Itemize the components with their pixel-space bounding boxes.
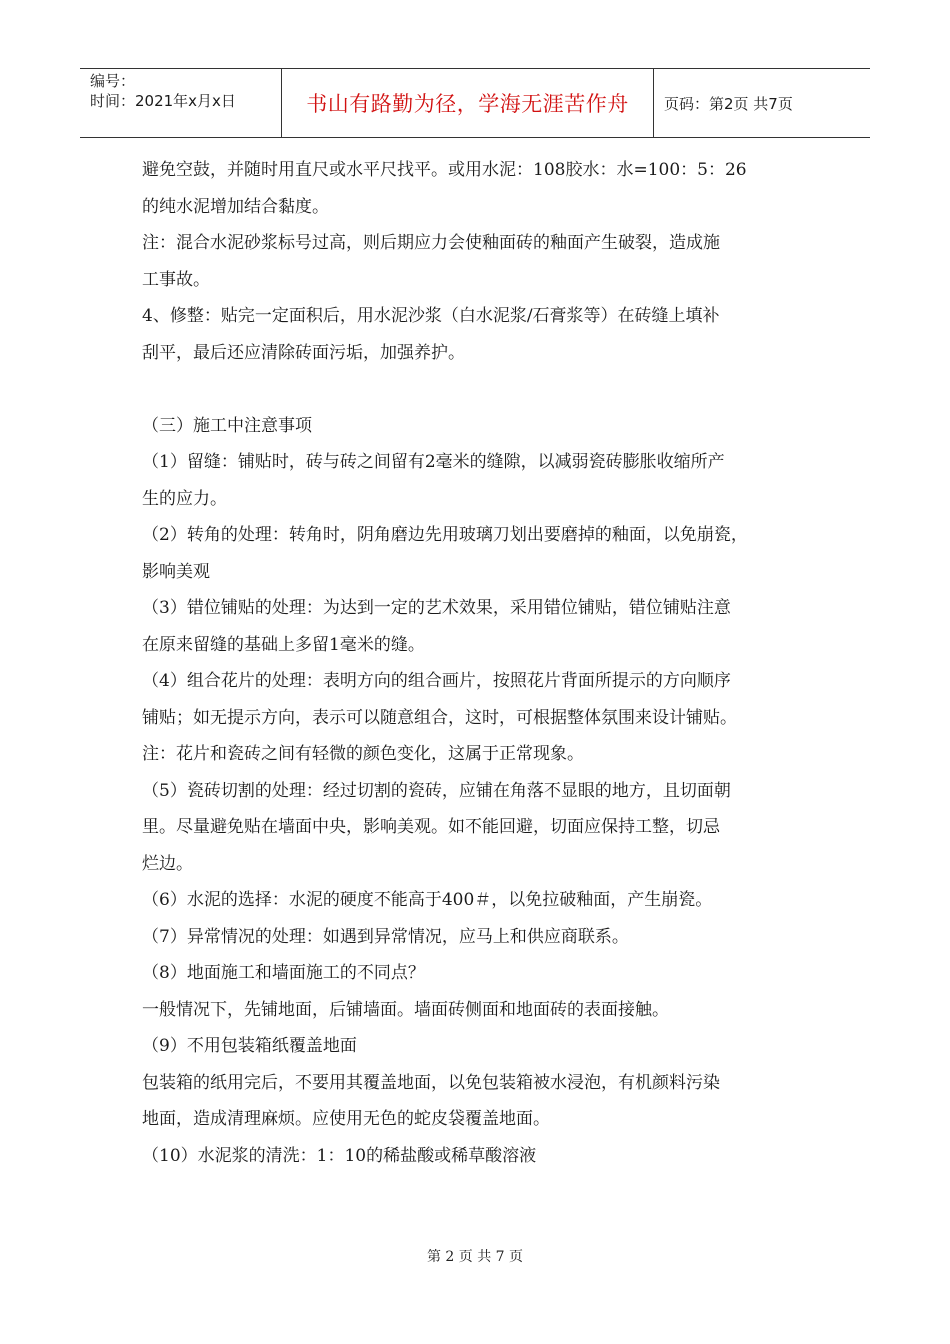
body-line: 里。尽量避免贴在墙面中央，影响美观。如不能回避，切面应保持工整，切忌: [142, 817, 720, 837]
header-page-info: 页码：第2页 共7页: [664, 94, 793, 113]
page-footer: 第 2 页 共 7 页: [426, 1249, 524, 1265]
body-line: 4、修整：贴完一定面积后，用水泥沙浆（白水泥浆/石膏浆等）在砖缝上填补: [142, 306, 720, 326]
paragraph-gap: [142, 371, 822, 408]
body-line: 影响美观: [142, 561, 210, 582]
body-line: （5）瓷砖切割的处理：经过切割的瓷砖，应铺在角落不显眼的地方，且切面朝: [142, 780, 731, 801]
header-meta: [80, 69, 282, 137]
body-line: 烂边。: [142, 853, 193, 874]
body-line: （2）转角的处理：转角时，阴角磨边先用玻璃刀划出要磨掉的釉面，以免崩瓷，: [142, 525, 748, 545]
body-line: 工事故。: [142, 269, 210, 290]
body-line: （7）异常情况的处理：如遇到异常情况，应马上和供应商联系。: [142, 926, 629, 947]
body-line: 铺贴；如无提示方向，表示可以随意组合，这时，可根据整体氛围来设计铺贴。: [142, 707, 737, 728]
document-number-label: 编号：: [90, 72, 136, 90]
body-line: 包装箱的纸用完后，不要用其覆盖地面，以免包装箱被水浸泡，有机颜料污染: [142, 1072, 720, 1093]
body-line: 注：花片和瓷砖之间有轻微的颜色变化，这属于正常现象。: [142, 744, 584, 764]
body-line: （6）水泥的选择：水泥的硬度不能高于400＃，以免拉破釉面，产生崩瓷。: [142, 890, 713, 910]
body-line: 一般情况下，先铺地面，后铺墙面。墙面砖侧面和地面砖的表面接触。: [142, 999, 669, 1020]
body-line: （8）地面施工和墙面施工的不同点？: [142, 963, 425, 983]
body-line: 生的应力。: [142, 488, 227, 509]
body-line: 在原来留缝的基础上多留1毫米的缝。: [142, 634, 425, 655]
body-line: （4）组合花片的处理：表明方向的组合画片，按照花片背面所提示的方向顺序: [142, 671, 731, 691]
body-line: 地面，造成清理麻烦。应使用无色的蛇皮袋覆盖地面。: [142, 1109, 550, 1129]
body-line: 避免空鼓，并随时用直尺或水平尺找平。或用水泥：108胶水：水=100：5：26: [142, 160, 747, 180]
body-line: （3）错位铺贴的处理：为达到一定的艺术效果，采用错位铺贴，错位铺贴注意: [142, 598, 731, 618]
body-line: 刮平，最后还应清除砖面污垢，加强养护。: [142, 342, 465, 363]
page-header: [80, 68, 870, 138]
body-line: （1）留缝：铺贴时，砖与砖之间留有2毫米的缝隙，以减弱瓷砖膨胀收缩所产: [142, 452, 725, 472]
document-date: 时间：2021年x月x日: [90, 92, 236, 110]
section-heading: （三）施工中注意事项: [142, 415, 312, 436]
body-line: 注：混合水泥砂浆标号过高，则后期应力会使釉面砖的釉面产生破裂，造成施: [142, 233, 720, 253]
body-line: （10）水泥浆的清洗：1：10的稀盐酸或稀草酸溶液: [142, 1145, 537, 1166]
header-motto: 书山有路勤为径，学海无涯苦作舟: [282, 69, 654, 137]
body-line: 的纯水泥增加结合黏度。: [142, 196, 329, 217]
document-body: [142, 152, 822, 1174]
body-line: （9）不用包装箱纸覆盖地面: [142, 1036, 357, 1056]
